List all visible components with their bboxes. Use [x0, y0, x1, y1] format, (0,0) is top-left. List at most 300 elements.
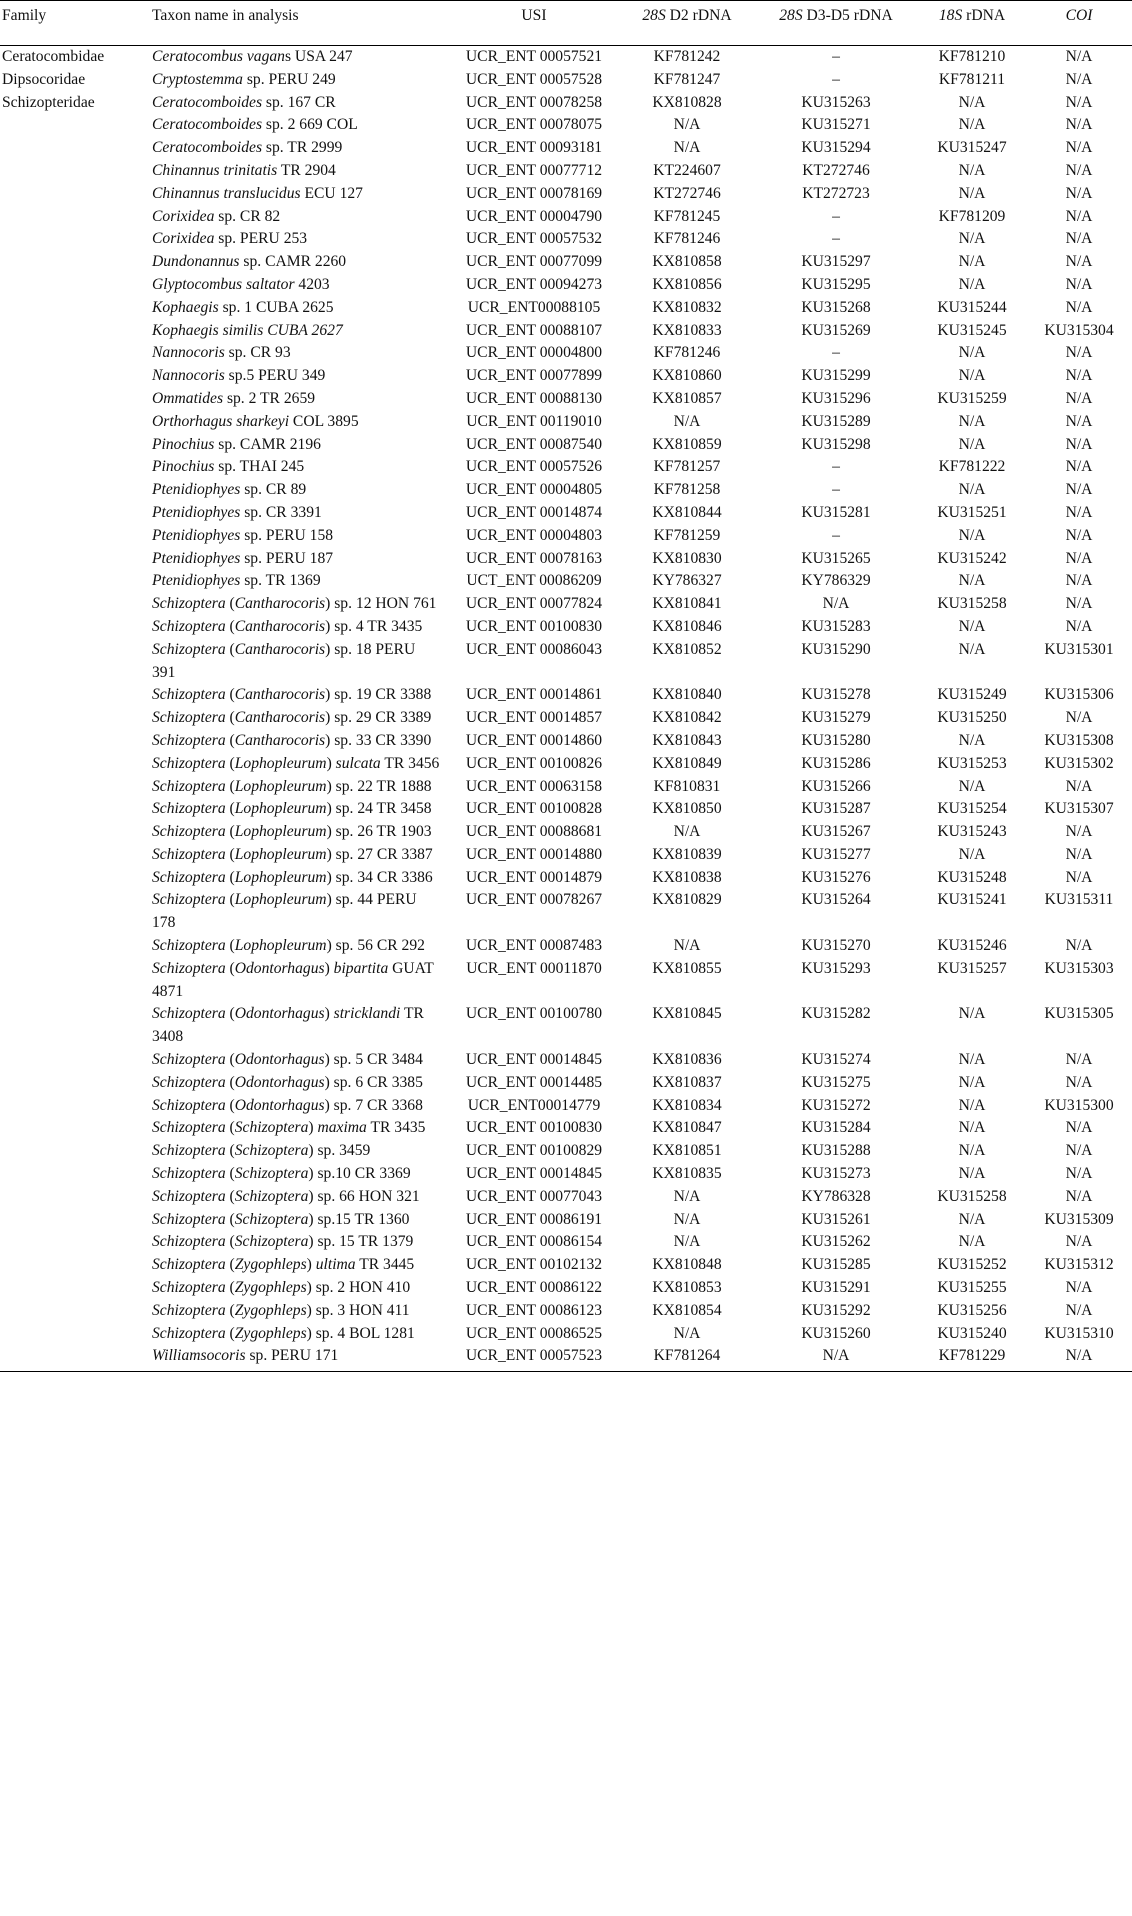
d2-accession-cell: KX810851	[652, 1142, 722, 1160]
table-row	[0, 1254, 1132, 1277]
family-cell	[0, 1163, 150, 1186]
18s-accession-cell: N/A	[958, 275, 986, 293]
taxon-segment: ) sp. 7 CR 3368	[324, 1096, 423, 1114]
taxon-segment: Lophopleurum	[234, 754, 327, 772]
table-row	[0, 798, 1132, 821]
taxon-segment: Cantharocoris	[234, 731, 326, 749]
d2-accession-cell: KX810836	[652, 1051, 722, 1069]
d2-accession-cell: N/A	[673, 823, 701, 841]
family-cell	[0, 730, 150, 753]
usi-cell: UCR_ENT 00093181	[465, 139, 603, 157]
d3d5-accession-cell: KU315293	[801, 959, 871, 977]
taxon-segment: (	[225, 937, 235, 955]
coi-accession-cell: KU315303	[1044, 959, 1114, 977]
taxon-segment: Lophopleurum	[234, 823, 327, 841]
coi-accession-cell: N/A	[1065, 70, 1093, 88]
coi-accession-cell: N/A	[1065, 1233, 1093, 1251]
d2-accession-cell: KF781245	[653, 207, 721, 225]
taxon-cell	[150, 137, 448, 160]
taxon-segment: Schizoptera	[152, 959, 226, 977]
taxon-segment: ECU 127	[300, 184, 363, 202]
d2-accession-cell: KX810845	[652, 1005, 722, 1023]
taxon-segment: )	[306, 1256, 316, 1274]
d3d5-accession-cell: N/A	[822, 595, 850, 613]
table-row	[0, 1003, 1132, 1049]
d3d5-accession-cell: KU315295	[801, 275, 871, 293]
family-cell	[0, 593, 150, 616]
taxon-segment: ) sp. 3459	[308, 1142, 371, 1160]
taxon-segment: Schizoptera	[234, 1233, 309, 1251]
d2-accession-cell: KX810828	[652, 93, 722, 111]
d3d5-accession-cell: KU315260	[801, 1324, 871, 1342]
header-28s-d2	[620, 1, 754, 46]
18s-accession-cell: KF781210	[938, 48, 1006, 65]
taxon-segment: (	[225, 777, 235, 795]
taxon-segment: bipartita	[333, 959, 389, 977]
taxon-segment: Schizoptera	[152, 709, 226, 727]
d2-accession-cell: KX810835	[652, 1165, 722, 1183]
18s-accession-cell: N/A	[958, 412, 986, 430]
usi-cell: UCR_ENT 00086123	[465, 1301, 603, 1319]
table-row	[0, 935, 1132, 958]
taxon-segment: Williamsocoris	[152, 1347, 246, 1365]
taxon-segment: (	[225, 1301, 235, 1319]
d2-accession-cell: KX810860	[652, 367, 722, 385]
taxon-segment: sp. CR 89	[240, 481, 307, 499]
18s-accession-cell: KU315258	[937, 595, 1007, 613]
family-cell	[0, 548, 150, 571]
taxon-cell	[150, 753, 448, 776]
d2-accession-cell: KX810834	[652, 1096, 722, 1114]
table-row	[0, 1072, 1132, 1095]
d3d5-accession-cell: KU315272	[801, 1096, 871, 1114]
usi-cell: UCR_ENT 00077099	[465, 253, 603, 271]
coi-accession-cell: N/A	[1065, 1187, 1093, 1205]
taxon-segment: ) sp. 26 TR 1903	[326, 823, 432, 841]
taxon-segment: ) sp. 22 TR 1888	[326, 777, 432, 795]
usi-cell: UCR_ENT 00102132	[465, 1256, 603, 1274]
18s-accession-cell: KU315259	[937, 389, 1007, 407]
table-row	[0, 388, 1132, 411]
taxon-segment: Cryptostemma	[152, 70, 243, 88]
family-cell	[0, 570, 150, 593]
taxon-segment: )	[326, 754, 336, 772]
header-18s-gene: 18S	[938, 7, 963, 24]
header-28s-d3d5-rest: D3-D5 rDNA	[802, 7, 893, 24]
family-cell	[0, 1003, 150, 1049]
taxon-segment: Schizoptera	[152, 1165, 226, 1183]
taxon-segment: s USA 247	[284, 48, 353, 65]
table-row	[0, 616, 1132, 639]
d2-accession-cell: KX810841	[652, 595, 722, 613]
usi-cell: UCR_ENT 00100826	[465, 754, 603, 772]
taxon-segment: 4203	[294, 275, 330, 293]
usi-cell: UCR_ENT 00086043	[465, 640, 603, 658]
table-row	[0, 297, 1132, 320]
usi-cell: UCR_ENT 00057521	[465, 48, 603, 65]
d2-accession-cell: KX810854	[652, 1301, 722, 1319]
taxon-segment: Schizoptera	[152, 1142, 226, 1160]
family-cell	[0, 1072, 150, 1095]
taxon-segment: Orthorhagus sharkeyi	[152, 412, 290, 430]
taxon-segment: Schizoptera	[152, 1096, 226, 1114]
taxon-segment: sp. THAI 245	[214, 458, 305, 476]
taxon-cell	[150, 502, 448, 525]
d2-accession-cell: KX810829	[652, 891, 722, 909]
family-cell	[0, 616, 150, 639]
d2-accession-cell: N/A	[673, 1324, 701, 1342]
family-cell	[0, 889, 150, 935]
taxon-segment: Corixidea	[152, 230, 215, 248]
table-row	[0, 183, 1132, 206]
taxon-segment: Ceratocombus vagan	[152, 48, 285, 65]
taxon-cell	[150, 548, 448, 571]
taxon-segment: (	[225, 845, 235, 863]
d2-accession-cell: KX810848	[652, 1256, 722, 1274]
taxon-cell	[150, 616, 448, 639]
taxon-cell	[150, 479, 448, 502]
18s-accession-cell: N/A	[958, 1210, 986, 1228]
18s-accession-cell: N/A	[958, 481, 986, 499]
table-row	[0, 46, 1132, 69]
family-cell	[0, 639, 150, 685]
coi-accession-cell: N/A	[1065, 184, 1093, 202]
coi-accession-cell: N/A	[1065, 481, 1093, 499]
coi-accession-cell: N/A	[1065, 937, 1093, 955]
18s-accession-cell: KU315240	[937, 1324, 1007, 1342]
taxon-cell	[150, 1140, 448, 1163]
18s-accession-cell: N/A	[958, 1005, 986, 1023]
taxon-cell	[150, 1277, 448, 1300]
d3d5-accession-cell: KU315265	[801, 549, 871, 567]
taxon-segment: ) sp. 12 HON 761	[325, 595, 437, 613]
family-cell	[0, 684, 150, 707]
usi-cell: UCR_ENT 00086525	[465, 1324, 603, 1342]
taxon-cell	[150, 1072, 448, 1095]
taxon-segment: (	[225, 959, 235, 977]
table-row	[0, 434, 1132, 457]
coi-accession-cell: N/A	[1065, 777, 1093, 795]
coi-accession-cell: KU315310	[1044, 1324, 1114, 1342]
18s-accession-cell: KU315242	[937, 549, 1007, 567]
taxon-cell	[150, 434, 448, 457]
d2-accession-cell: KX810850	[652, 800, 722, 818]
taxon-segment: TR 3456	[380, 754, 440, 772]
taxon-cell	[150, 274, 448, 297]
taxon-segment: Schizoptera	[152, 595, 226, 613]
family-cell	[0, 1231, 150, 1254]
d3d5-accession-cell: KU315291	[801, 1279, 871, 1297]
family-cell	[0, 1345, 150, 1371]
taxon-segment: Schizoptera	[152, 1187, 226, 1205]
taxon-cell	[150, 228, 448, 251]
table-row	[0, 92, 1132, 115]
usi-cell: UCR_ENT 00086191	[465, 1210, 603, 1228]
taxon-segment: Schizoptera	[152, 777, 226, 795]
taxon-segment: Lophopleurum	[234, 891, 327, 909]
taxon-segment: Ptenidiophyes	[152, 572, 241, 590]
usi-cell: UCR_ENT 00077712	[465, 161, 603, 179]
table-row	[0, 1209, 1132, 1232]
d3d5-accession-cell: KU315286	[801, 754, 871, 772]
18s-accession-cell: KF781229	[918, 1345, 1026, 1371]
taxon-cell	[150, 160, 448, 183]
d3d5-accession-cell: KU315261	[801, 1210, 871, 1228]
usi-cell: UCR_ENT 00014860	[465, 731, 603, 749]
usi-cell: UCR_ENT 00063158	[465, 777, 603, 795]
taxon-cell	[150, 593, 448, 616]
taxon-segment: (	[225, 1233, 235, 1251]
18s-accession-cell: N/A	[958, 367, 986, 385]
18s-accession-cell: N/A	[958, 1096, 986, 1114]
d3d5-accession-cell: –	[832, 458, 840, 476]
d2-accession-cell: N/A	[673, 937, 701, 955]
d2-accession-cell: KX810857	[652, 389, 722, 407]
header-28s-d3d5	[754, 1, 918, 46]
usi-cell: UCR_ENT 00014485	[465, 1073, 603, 1091]
taxon-segment: TR 3408	[152, 1005, 424, 1046]
taxon-segment: Schizoptera	[152, 640, 226, 658]
table-row	[0, 1300, 1132, 1323]
taxon-segment: Schizoptera	[234, 1165, 309, 1183]
taxon-segment: Cantharocoris	[234, 686, 326, 704]
taxon-segment: ) sp.10 CR 3369	[308, 1165, 411, 1183]
d2-accession-cell: KF781247	[653, 70, 721, 88]
taxon-segment: Chinannus translucidus	[152, 184, 301, 202]
table-row	[0, 206, 1132, 229]
taxon-segment: TR 2904	[277, 161, 336, 179]
taxon-cell	[150, 411, 448, 434]
family-cell	[0, 753, 150, 776]
18s-accession-cell: N/A	[958, 526, 986, 544]
family-cell	[0, 114, 150, 137]
header-18s-rest: rDNA	[962, 7, 1006, 24]
header-28s-d2-gene: 28S	[642, 7, 666, 24]
usi-cell: UCR_ENT 00057526	[465, 458, 603, 476]
d2-accession-cell: KF810831	[653, 777, 721, 795]
coi-accession-cell: N/A	[1065, 435, 1093, 453]
table-row	[0, 684, 1132, 707]
taxon-segment: ) sp. 4 BOL 1281	[306, 1324, 415, 1342]
taxon-segment: Schizoptera	[152, 823, 226, 841]
taxon-segment: Ptenidiophyes	[152, 549, 241, 567]
taxon-segment: ) sp. 34 CR 3386	[326, 868, 433, 886]
taxon-segment: sp. PERU 187	[240, 549, 334, 567]
taxon-segment: Lophopleurum	[234, 937, 327, 955]
taxon-segment: sp. 2 669 COL	[262, 116, 358, 134]
taxon-segment: Zygophleps	[234, 1256, 307, 1274]
taxon-segment: Schizoptera	[152, 868, 226, 886]
family-cell	[0, 320, 150, 343]
coi-accession-cell: N/A	[1065, 298, 1093, 316]
coi-accession-cell: N/A	[1065, 389, 1093, 407]
taxon-cell	[150, 297, 448, 320]
taxon-segment: )	[308, 1119, 318, 1137]
table-row	[0, 137, 1132, 160]
taxon-segment: ) sp. 44 PERU 178	[152, 891, 417, 932]
18s-accession-cell: KU315253	[937, 754, 1007, 772]
d2-accession-cell: KX810847	[652, 1119, 722, 1137]
taxon-segment: Schizoptera	[152, 1005, 226, 1023]
taxon-segment: Schizoptera	[152, 1256, 226, 1274]
d3d5-accession-cell: KU315284	[801, 1119, 871, 1137]
taxon-segment: Kophaegis similis CUBA 2627	[152, 321, 343, 339]
usi-cell: UCR_ENT 00094273	[465, 275, 603, 293]
taxon-segment: Schizoptera	[152, 1301, 226, 1319]
d3d5-accession-cell: KU315273	[801, 1165, 871, 1183]
taxon-segment: Lophopleurum	[234, 868, 327, 886]
coi-accession-cell: KU315304	[1044, 321, 1114, 339]
taxon-segment: sp. CAMR 2260	[239, 253, 347, 271]
taxon-segment: ) sp. 18 PERU 391	[152, 640, 416, 681]
d3d5-accession-cell: KU315275	[801, 1073, 871, 1091]
taxon-segment: sp. PERU 171	[245, 1347, 339, 1365]
taxon-segment: ) sp. 24 TR 3458	[326, 800, 432, 818]
table-row	[0, 958, 1132, 1004]
coi-accession-cell: KU315300	[1044, 1096, 1114, 1114]
usi-cell: UCR_ENT 00014874	[465, 503, 603, 521]
taxon-segment: ) sp. 66 HON 321	[308, 1187, 420, 1205]
family-cell	[0, 798, 150, 821]
18s-accession-cell: N/A	[958, 253, 986, 271]
taxon-cell	[150, 206, 448, 229]
family-cell	[0, 1140, 150, 1163]
usi-cell: UCR_ENT 00014861	[465, 686, 603, 704]
d2-accession-cell: N/A	[673, 1187, 701, 1205]
taxon-segment: (	[225, 891, 235, 909]
taxon-segment: Schizoptera	[152, 800, 226, 818]
taxon-segment: sp. CR 82	[214, 207, 281, 225]
table-row	[0, 753, 1132, 776]
taxon-segment: Zygophleps	[234, 1324, 307, 1342]
taxon-cell	[150, 821, 448, 844]
d3d5-accession-cell: –	[832, 48, 840, 65]
taxon-segment: Pinochius	[152, 458, 215, 476]
usi-cell: UCR_ENT 00086122	[465, 1279, 603, 1297]
d2-accession-cell: KX810846	[652, 617, 722, 635]
taxon-segment: Zygophleps	[234, 1279, 307, 1297]
d2-accession-cell: KX810859	[652, 435, 722, 453]
table-row	[0, 228, 1132, 251]
d3d5-accession-cell: KU315278	[801, 686, 871, 704]
d3d5-accession-cell: KU315287	[801, 800, 871, 818]
taxon-segment: ) sp. 29 CR 3389	[325, 709, 432, 727]
usi-cell: UCR_ENT 00004805	[465, 481, 603, 499]
family-cell	[0, 251, 150, 274]
d3d5-accession-cell: KU315266	[801, 777, 871, 795]
taxon-segment: )	[324, 959, 334, 977]
family-cell: Schizopteridae	[2, 93, 95, 111]
taxon-segment: Schizoptera	[234, 1210, 309, 1228]
taxon-segment: sp. PERU 253	[214, 230, 308, 248]
d2-accession-cell: KX810839	[652, 845, 722, 863]
table-row	[0, 593, 1132, 616]
taxon-cell	[150, 958, 448, 1004]
18s-accession-cell: KU315246	[937, 937, 1007, 955]
table-row	[0, 251, 1132, 274]
taxon-cell	[150, 889, 448, 935]
d2-accession-cell: KX810858	[652, 253, 722, 271]
d3d5-accession-cell: KU315299	[801, 367, 871, 385]
taxon-cell	[150, 798, 448, 821]
taxon-segment: maxima	[317, 1119, 367, 1137]
table-row	[0, 69, 1132, 92]
usi-cell: UCR_ENT00088105	[467, 298, 601, 316]
taxon-segment: Ptenidiophyes	[152, 503, 241, 521]
taxon-segment: Lophopleurum	[234, 800, 327, 818]
d3d5-accession-cell: KU315298	[801, 435, 871, 453]
coi-accession-cell: N/A	[1065, 1279, 1093, 1297]
d3d5-accession-cell: KU315285	[801, 1256, 871, 1274]
taxon-segment: sp. PERU 158	[240, 526, 334, 544]
taxon-segment: Cantharocoris	[234, 595, 326, 613]
d2-accession-cell: KX810843	[652, 731, 722, 749]
18s-accession-cell: KU315254	[937, 800, 1007, 818]
usi-cell: UCR_ENT 00014880	[465, 845, 603, 863]
18s-accession-cell: KU315255	[937, 1279, 1007, 1297]
d3d5-accession-cell: KU315269	[801, 321, 871, 339]
coi-accession-cell: N/A	[1065, 1301, 1093, 1319]
usi-cell: UCR_ENT 00088130	[465, 389, 603, 407]
coi-accession-cell: N/A	[1065, 230, 1093, 248]
taxon-cell	[150, 1117, 448, 1140]
d3d5-accession-cell: –	[832, 526, 840, 544]
taxon-segment: (	[225, 1096, 235, 1114]
taxon-segment: Schizoptera	[152, 1324, 226, 1342]
usi-cell: UCR_ENT 00057532	[465, 230, 603, 248]
taxon-segment: Ptenidiophyes	[152, 526, 241, 544]
taxon-segment: (	[225, 709, 235, 727]
coi-accession-cell: N/A	[1065, 1051, 1093, 1069]
usi-cell: UCR_ENT 00087483	[465, 937, 603, 955]
usi-cell: UCR_ENT 00100780	[465, 1005, 603, 1023]
d2-accession-cell: KX810840	[652, 686, 722, 704]
table-row	[0, 570, 1132, 593]
usi-cell: UCR_ENT 00078267	[465, 891, 603, 909]
d2-accession-cell: KX810838	[652, 868, 722, 886]
table-row	[0, 821, 1132, 844]
coi-accession-cell: KU315312	[1044, 1256, 1114, 1274]
taxon-cell	[150, 320, 448, 343]
taxon-segment: ultima	[315, 1256, 356, 1274]
d2-accession-cell: KX810833	[652, 321, 722, 339]
taxon-cell	[150, 456, 448, 479]
family-cell	[0, 137, 150, 160]
coi-accession-cell: KU315306	[1044, 686, 1114, 704]
coi-accession-cell: N/A	[1026, 1345, 1132, 1371]
usi-cell: UCR_ENT 00014857	[465, 709, 603, 727]
18s-accession-cell: KF781211	[938, 70, 1006, 88]
d2-accession-cell: KX810853	[652, 1279, 722, 1297]
taxon-cell	[150, 730, 448, 753]
usi-cell: UCR_ENT 00078258	[465, 93, 603, 111]
d3d5-accession-cell: KU315276	[801, 868, 871, 886]
d2-accession-cell: N/A	[673, 412, 701, 430]
usi-cell: UCR_ENT 00004790	[465, 207, 603, 225]
taxon-segment: (	[225, 1119, 235, 1137]
taxon-segment: ) sp. 15 TR 1379	[308, 1233, 414, 1251]
coi-accession-cell: N/A	[1065, 617, 1093, 635]
d3d5-accession-cell: KU315296	[801, 389, 871, 407]
table-row	[0, 776, 1132, 799]
18s-accession-cell: N/A	[958, 640, 986, 658]
taxon-cell	[150, 867, 448, 890]
taxon-segment: (	[225, 640, 235, 658]
usi-cell: UCR_ENT 00119010	[466, 412, 602, 430]
coi-accession-cell: N/A	[1065, 549, 1093, 567]
d2-accession-cell: KF781246	[653, 344, 721, 362]
family-cell	[0, 411, 150, 434]
